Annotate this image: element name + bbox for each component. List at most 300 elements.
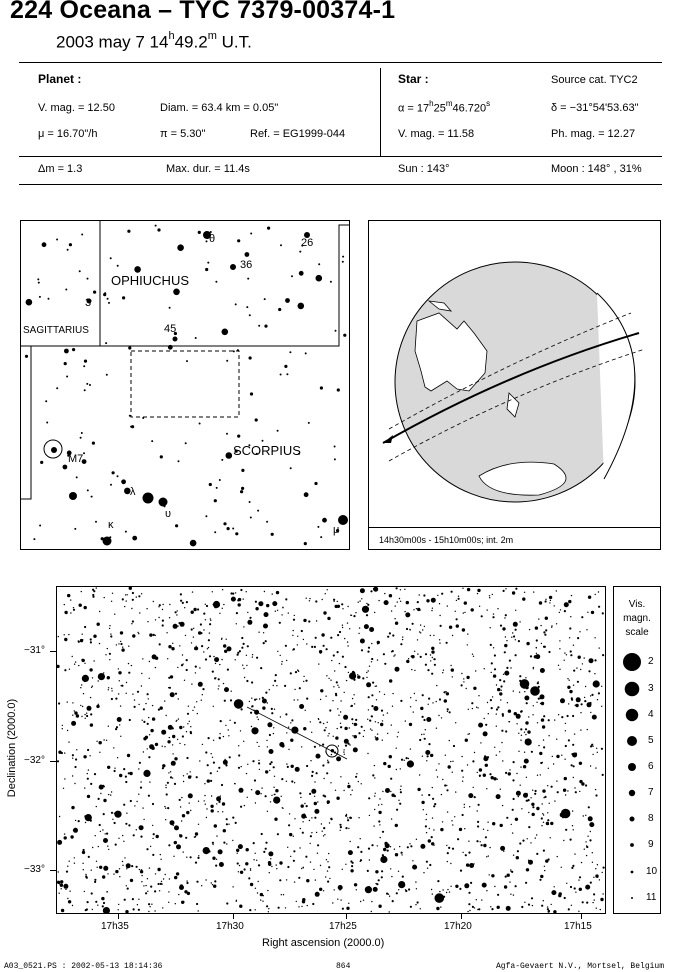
chart-star xyxy=(223,842,225,844)
chart-star xyxy=(256,699,257,700)
chart-star xyxy=(591,744,593,746)
label-mu: μ xyxy=(333,524,340,536)
chart-star xyxy=(516,856,519,859)
chart-star xyxy=(238,745,239,746)
chart-star xyxy=(515,588,517,590)
chart-star xyxy=(440,906,441,907)
chart-star xyxy=(100,793,101,794)
finder-star xyxy=(316,275,323,282)
chart-star xyxy=(387,733,388,734)
chart-star xyxy=(325,696,326,697)
chart-star xyxy=(499,692,502,695)
chart-star xyxy=(496,713,497,714)
chart-star xyxy=(577,681,579,683)
chart-star xyxy=(223,604,224,605)
finder-star xyxy=(190,540,197,547)
chart-star xyxy=(172,643,173,644)
chart-star xyxy=(337,605,340,608)
chart-star xyxy=(195,666,197,668)
chart-star xyxy=(155,635,156,636)
chart-star xyxy=(177,667,178,668)
chart-star xyxy=(338,687,339,688)
chart-star xyxy=(602,612,604,614)
chart-star xyxy=(104,597,105,598)
chart-star xyxy=(547,785,548,786)
chart-star xyxy=(340,776,341,777)
chart-star xyxy=(464,828,465,829)
chart-star xyxy=(271,866,272,867)
chart-star xyxy=(170,675,173,678)
chart-star xyxy=(395,853,398,856)
chart-star xyxy=(567,678,568,679)
chart-star xyxy=(576,697,581,702)
chart-star xyxy=(389,755,392,758)
finder-star xyxy=(264,325,267,328)
chart-star xyxy=(126,813,127,814)
chart-star xyxy=(469,910,470,911)
chart-star xyxy=(361,649,363,651)
chart-star xyxy=(327,589,328,590)
chart-star xyxy=(323,835,324,836)
chart-star xyxy=(70,599,71,600)
chart-star xyxy=(131,665,132,666)
chart-star xyxy=(159,604,161,606)
chart-star xyxy=(245,862,248,865)
chart-star xyxy=(594,673,595,674)
chart-star xyxy=(579,888,582,891)
chart-star xyxy=(352,698,353,699)
chart-star xyxy=(398,889,399,890)
chart-star xyxy=(376,699,377,700)
chart-star xyxy=(252,729,254,731)
chart-star xyxy=(138,768,139,769)
chart-star xyxy=(358,602,359,603)
chart-star xyxy=(247,764,248,765)
chart-star xyxy=(410,706,411,707)
chart-star xyxy=(590,712,591,713)
chart-star xyxy=(439,698,441,700)
chart-star xyxy=(540,625,541,626)
chart-star xyxy=(537,722,538,723)
chart-star xyxy=(487,609,488,610)
chart-star xyxy=(455,791,456,792)
finder-star xyxy=(343,334,346,337)
chart-star xyxy=(87,778,89,780)
info-divider xyxy=(380,68,381,156)
chart-star xyxy=(359,627,360,628)
chart-star xyxy=(401,759,403,761)
chart-star xyxy=(536,647,537,648)
chart-star xyxy=(224,687,229,692)
chart-star xyxy=(75,758,77,760)
chart-star xyxy=(493,613,494,614)
chart-star xyxy=(579,631,580,632)
chart-star xyxy=(360,588,365,593)
chart-star xyxy=(132,620,134,622)
chart-star xyxy=(108,794,109,795)
chart-star xyxy=(398,732,399,733)
chart-star xyxy=(84,787,85,788)
chart-star xyxy=(491,908,493,910)
chart-star xyxy=(205,804,206,805)
chart-star xyxy=(310,843,311,844)
chart-star xyxy=(519,842,521,844)
chart-star xyxy=(100,785,101,786)
chart-star xyxy=(142,807,143,808)
finder-star xyxy=(246,306,248,308)
chart-star xyxy=(506,640,507,641)
chart-star xyxy=(337,651,339,653)
chart-star xyxy=(137,632,138,633)
chart-star xyxy=(488,713,489,714)
chart-star xyxy=(234,783,235,784)
chart-star xyxy=(330,637,332,639)
legend-dot-6 xyxy=(628,763,636,771)
chart-star xyxy=(491,874,494,877)
chart-star xyxy=(61,909,64,912)
finder-star xyxy=(65,289,67,291)
chart-star xyxy=(597,752,598,753)
chart-star xyxy=(67,701,68,702)
chart-star xyxy=(306,698,308,700)
chart-star xyxy=(309,820,310,821)
legend-label-3: 3 xyxy=(648,683,654,694)
chart-star xyxy=(493,674,496,677)
chart-star xyxy=(456,600,457,601)
chart-star xyxy=(326,859,327,860)
chart-star xyxy=(505,588,506,589)
finder-bright-star xyxy=(69,492,77,500)
chart-star xyxy=(140,836,142,838)
chart-star xyxy=(57,760,59,762)
chart-star xyxy=(426,861,428,863)
chart-star xyxy=(260,899,261,900)
chart-star xyxy=(248,877,250,879)
finder-star xyxy=(117,475,119,477)
chart-star xyxy=(173,856,174,857)
chart-star xyxy=(513,855,514,856)
chart-star xyxy=(389,911,390,912)
chart-star xyxy=(258,864,260,866)
chart-star xyxy=(588,670,590,672)
legend-title-line2: magn. xyxy=(623,613,651,624)
chart-star xyxy=(191,611,194,614)
chart-star xyxy=(102,785,104,787)
chart-star xyxy=(184,744,185,745)
chart-star xyxy=(319,888,322,891)
chart-star xyxy=(103,672,104,673)
legend-label-9: 9 xyxy=(648,839,654,850)
chart-star xyxy=(118,838,119,839)
chart-star xyxy=(526,800,528,802)
chart-star xyxy=(496,794,501,799)
chart-star xyxy=(70,612,71,613)
chart-star xyxy=(585,815,586,816)
chart-star xyxy=(414,651,415,652)
chart-star xyxy=(321,633,324,636)
chart-star xyxy=(127,888,129,890)
finder-chart xyxy=(20,220,350,550)
chart-star xyxy=(530,655,532,657)
chart-star xyxy=(314,796,315,797)
chart-star xyxy=(390,868,391,869)
chart-star xyxy=(463,681,464,682)
chart-star xyxy=(533,668,534,669)
chart-star xyxy=(500,824,503,827)
chart-star xyxy=(240,871,243,874)
chart-star xyxy=(437,880,439,882)
chart-star xyxy=(258,881,259,882)
chart-star xyxy=(223,683,224,684)
finder-star xyxy=(214,531,216,533)
chart-star xyxy=(434,803,436,805)
chart-star xyxy=(314,646,316,648)
chart-star xyxy=(417,653,418,654)
chart-star xyxy=(282,607,283,608)
chart-star xyxy=(208,737,210,739)
chart-star xyxy=(168,902,169,903)
chart-star xyxy=(491,672,492,673)
chart-star xyxy=(405,720,406,721)
chart-star xyxy=(131,865,133,867)
chart-star xyxy=(383,848,386,851)
chart-star xyxy=(571,595,572,596)
chart-star xyxy=(313,869,314,870)
chart-star xyxy=(520,679,530,689)
chart-star xyxy=(68,741,69,742)
chart-star xyxy=(505,636,506,637)
chart-star xyxy=(323,827,325,829)
xtick-mark xyxy=(581,914,582,919)
chart-star xyxy=(133,834,135,836)
chart-star xyxy=(141,881,142,882)
chart-star xyxy=(132,599,134,601)
chart-star xyxy=(569,687,570,688)
chart-star xyxy=(426,760,427,761)
chart-star xyxy=(475,670,476,671)
chart-star xyxy=(114,768,115,769)
xtick-17h35: 17h35 xyxy=(101,921,129,932)
chart-star xyxy=(254,710,259,715)
chart-star xyxy=(444,784,446,786)
chart-star xyxy=(206,605,208,607)
chart-star xyxy=(490,644,492,646)
chart-star xyxy=(426,599,429,602)
chart-star xyxy=(210,805,213,808)
finder-star xyxy=(127,230,130,233)
chart-star xyxy=(420,624,421,625)
chart-star xyxy=(432,702,433,703)
chart-star xyxy=(378,804,379,805)
chart-star xyxy=(267,811,268,812)
chart-star xyxy=(391,610,392,611)
chart-star xyxy=(311,775,313,777)
chart-star xyxy=(102,875,105,878)
chart-star xyxy=(328,853,329,854)
chart-star xyxy=(318,663,319,664)
chart-star xyxy=(503,851,504,852)
chart-star xyxy=(176,614,177,615)
chart-star xyxy=(172,735,175,738)
legend-label-11: 11 xyxy=(646,892,657,903)
chart-star xyxy=(205,604,206,605)
finder-star xyxy=(79,270,81,272)
chart-star xyxy=(464,883,469,888)
chart-star xyxy=(232,817,234,819)
chart-star xyxy=(559,669,560,670)
chart-star xyxy=(382,831,384,833)
chart-star xyxy=(580,669,581,670)
chart-star xyxy=(499,679,501,681)
chart-star xyxy=(381,870,383,872)
chart-star xyxy=(322,764,324,766)
chart-star xyxy=(354,703,355,704)
chart-star xyxy=(553,763,554,764)
chart-star xyxy=(168,772,169,773)
chart-star xyxy=(353,747,358,752)
chart-star xyxy=(73,607,74,608)
chart-star xyxy=(565,745,567,747)
chart-star xyxy=(150,729,153,732)
chart-star xyxy=(396,769,397,770)
finder-star xyxy=(128,346,131,349)
chart-star xyxy=(580,712,581,713)
chart-star xyxy=(258,746,259,747)
chart-star xyxy=(501,742,502,743)
chart-star xyxy=(357,675,360,678)
chart-star xyxy=(398,881,405,888)
finder-star xyxy=(223,522,226,525)
chart-star xyxy=(191,683,192,684)
chart-star xyxy=(568,739,570,741)
finder-star xyxy=(280,374,282,376)
chart-star xyxy=(489,595,490,596)
chart-star xyxy=(412,623,414,625)
chart-star xyxy=(370,590,372,592)
chart-star xyxy=(246,848,249,851)
chart-star xyxy=(561,755,562,756)
chart-star xyxy=(316,620,317,621)
chart-star xyxy=(57,665,60,668)
finder-star xyxy=(320,536,322,538)
finder-star xyxy=(39,296,41,298)
chart-star xyxy=(399,803,401,805)
finder-star xyxy=(33,538,35,540)
chart-star xyxy=(64,752,65,753)
chart-star xyxy=(250,868,251,869)
chart-star xyxy=(71,806,74,809)
chart-star xyxy=(420,908,421,909)
chart-star xyxy=(528,716,529,717)
chart-star xyxy=(120,736,121,737)
chart-star xyxy=(81,716,82,717)
chart-star xyxy=(85,814,92,821)
chart-star xyxy=(436,685,437,686)
chart-star xyxy=(98,798,100,800)
chart-star xyxy=(242,665,243,666)
chart-star xyxy=(538,745,539,746)
chart-star xyxy=(215,865,217,867)
chart-star xyxy=(183,726,184,727)
chart-star xyxy=(336,756,341,761)
chart-star xyxy=(375,721,376,722)
chart-star xyxy=(581,862,582,863)
chart-star xyxy=(210,772,212,774)
chart-star xyxy=(489,874,490,875)
chart-star xyxy=(256,860,257,861)
chart-star xyxy=(271,761,273,763)
legend-title-line1: Vis. xyxy=(628,599,646,610)
finder-star xyxy=(342,261,344,263)
chart-star xyxy=(412,865,417,870)
chart-star xyxy=(320,699,321,700)
chart-star xyxy=(235,822,237,824)
chart-star xyxy=(117,757,118,758)
chart-star xyxy=(281,796,282,797)
star-phmag: Ph. mag. = 12.27 xyxy=(551,128,636,140)
finder-star xyxy=(125,531,127,533)
chart-star xyxy=(241,647,243,649)
chart-star xyxy=(246,773,247,774)
chart-star xyxy=(426,819,427,820)
chart-star xyxy=(481,899,482,900)
chart-star xyxy=(571,697,573,699)
chart-star xyxy=(273,733,274,734)
chart-star xyxy=(169,604,170,605)
chart-star xyxy=(575,892,576,893)
chart-star xyxy=(543,746,545,748)
chart-star xyxy=(520,766,521,767)
finder-star xyxy=(227,527,230,530)
finder-star xyxy=(83,365,85,367)
finder-bright-star xyxy=(173,337,178,342)
chart-star xyxy=(238,844,243,849)
chart-star xyxy=(599,879,600,880)
chart-star xyxy=(556,739,557,740)
chart-star xyxy=(542,762,543,763)
chart-star xyxy=(597,699,598,700)
chart-star xyxy=(369,859,370,860)
chart-star xyxy=(124,606,125,607)
chart-star xyxy=(107,648,108,649)
chart-star xyxy=(380,723,383,726)
finder-star xyxy=(76,476,78,478)
chart-star xyxy=(249,701,250,702)
chart-star xyxy=(557,856,558,857)
chart-star xyxy=(506,817,508,819)
chart-star xyxy=(528,860,533,865)
chart-star xyxy=(247,645,249,647)
chart-star xyxy=(350,841,351,842)
chart-star xyxy=(79,604,82,607)
chart-star xyxy=(148,756,150,758)
chart-star xyxy=(58,702,60,704)
chart-star xyxy=(415,700,416,701)
chart-star xyxy=(564,759,565,760)
chart-star xyxy=(148,717,149,718)
chart-star xyxy=(232,886,233,887)
chart-star xyxy=(175,611,177,613)
chart-star xyxy=(277,651,278,652)
chart-star xyxy=(212,884,213,885)
chart-star xyxy=(545,629,547,631)
chart-star xyxy=(226,818,228,820)
chart-star xyxy=(570,839,572,841)
chart-star xyxy=(540,875,543,878)
chart-star xyxy=(167,658,168,659)
chart-star xyxy=(252,654,253,655)
chart-star xyxy=(108,689,109,690)
